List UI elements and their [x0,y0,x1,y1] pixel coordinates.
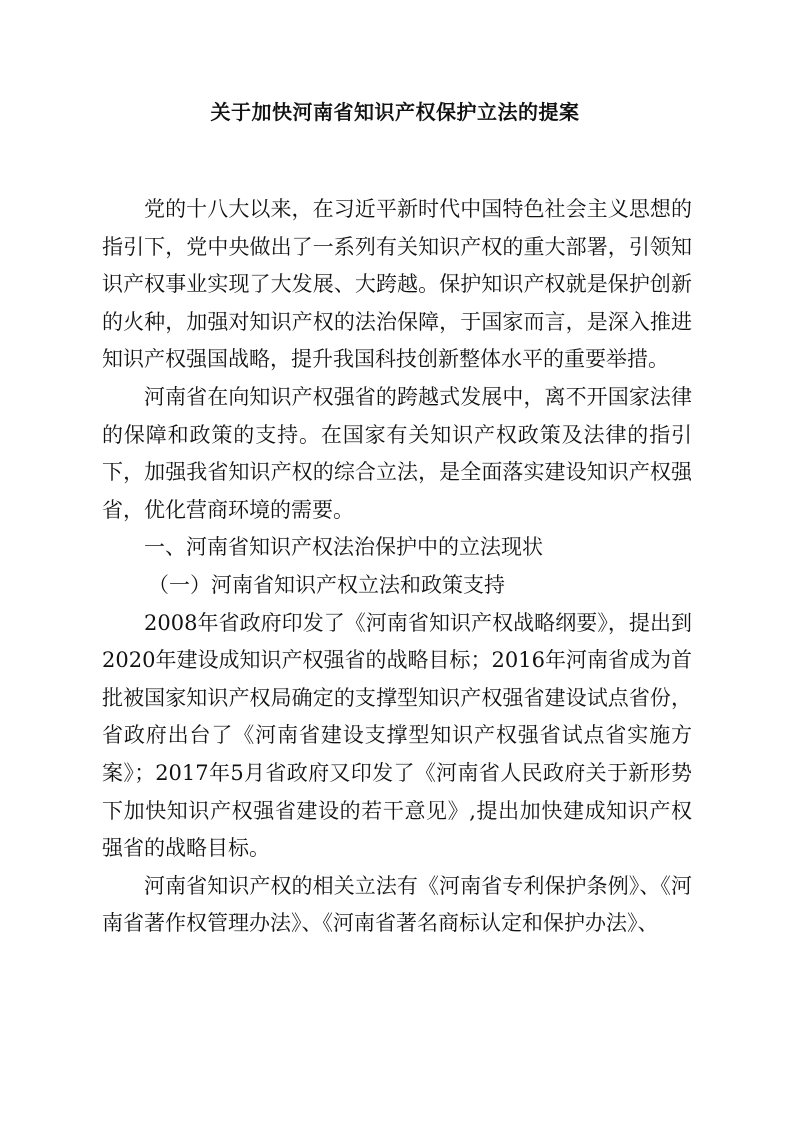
paragraph-intro: 党的十八大以来，在习近平新时代中国特色社会主义思想的指引下，党中央做出了一系列有关知识产权的重大部署，引领知识产权事业实现了大发展、大跨越。保护知识产权就是保护创新的火种，加强对知识产权的法治保障，于国家而言，是深入推进知识产权强国战略，提升我国科技创新整体水平的重要举措。 [102,197,692,372]
document-title: 关于加快河南省知识产权保护立法的提案 [210,100,580,124]
section-heading: 一、河南省知识产权法治保护中的立法现状 [144,535,543,560]
paragraph-legislation: 河南省知识产权的相关立法有《河南省专利保护条例》、《河南省著作权管理办法》、《河南省著名商标认定和保护办法》、 [102,873,692,936]
subsection-heading: （一）河南省知识产权立法和政策支持 [148,572,505,597]
document-body [102,191,692,943]
paragraph-policy: 2008年省政府印发了《河南省知识产权战略纲要》，提出到2020年建设成知识产权强省的战略目标；2016年河南省成为首批被国家知识产权局确定的支撑型知识产权强省建设试点省份，省政府出台了《河南省建设支撑型知识产权强省试点省实施方案》；2017年5月省政府又印发了《河南省人民政府关于新形势下加快知识产权强省建设的若干意见》,提出加快建成知识产权强省的战略目标。 [102,610,692,861]
paragraph-henan: 河南省在向知识产权强省的跨越式发展中，离不开国家法律的保障和政策的支持。在国家有关知识产权政策及法律的指引下，加强我省知识产权的综合立法，是全面落实建设知识产权强省，优化营商环境的需要。 [102,384,692,522]
